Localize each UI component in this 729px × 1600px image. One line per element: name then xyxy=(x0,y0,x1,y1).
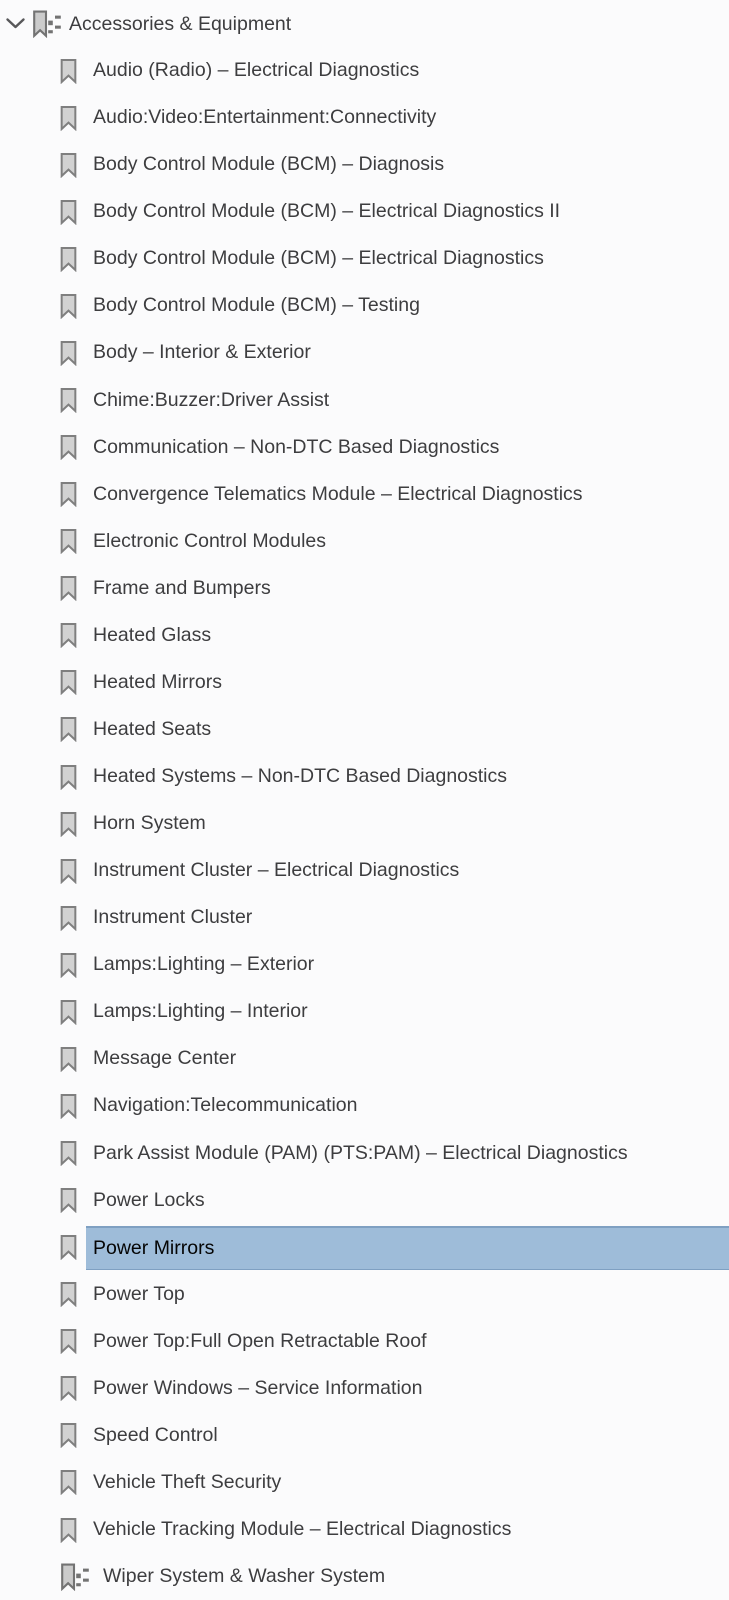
bookmark-label: Audio (Radio) – Electrical Diagnostics xyxy=(93,59,420,82)
bookmark-icon xyxy=(59,1234,79,1260)
bookmark-label-area[interactable] xyxy=(86,1271,729,1318)
bookmark-label: Body Control Module (BCM) – Diagnosis xyxy=(93,153,445,176)
bookmark-icon xyxy=(59,622,79,648)
bookmark-label: Power Locks xyxy=(93,1188,205,1211)
bookmark-label: Heated Mirrors xyxy=(93,670,222,693)
bookmark-icon xyxy=(59,105,79,131)
bookmark-label: Park Assist Module (PAM) (PTS:PAM) – Electrical Diagnostics xyxy=(93,1141,628,1164)
bookmark-label: Heated Seats xyxy=(93,717,212,740)
bookmark-label: Audio:Video:Entertainment:Connectivity xyxy=(93,106,437,129)
bookmark-label: Vehicle Theft Security xyxy=(93,1470,282,1493)
bookmark-label: Wiper System & Washer System xyxy=(103,1565,386,1588)
bookmark-label-area[interactable] xyxy=(86,1365,729,1412)
bookmark-label-area[interactable] xyxy=(86,1506,729,1553)
bookmark-item[interactable] xyxy=(0,1224,729,1271)
bookmark-label: Power Windows – Service Information xyxy=(93,1376,423,1399)
bookmark-icon xyxy=(59,575,79,601)
bookmark-section-header[interactable] xyxy=(0,0,729,47)
bookmark-icon xyxy=(59,1046,79,1072)
section-title: Accessories & Equipment xyxy=(69,12,292,35)
bookmark-label-area[interactable] xyxy=(86,329,729,376)
bookmark-item[interactable] xyxy=(0,518,729,565)
bookmark-label-area[interactable] xyxy=(86,800,729,847)
bookmark-label-area[interactable] xyxy=(86,518,729,565)
bookmark-item[interactable] xyxy=(0,1553,729,1600)
bookmark-item[interactable] xyxy=(0,1318,729,1365)
bookmark-item[interactable] xyxy=(0,753,729,800)
bookmark-icon xyxy=(59,764,79,790)
bookmark-icon xyxy=(59,1093,79,1119)
bookmark-item[interactable] xyxy=(0,1412,729,1459)
bookmark-label-area[interactable] xyxy=(86,235,729,282)
bookmark-label: Body Control Module (BCM) – Electrical Diagnostics xyxy=(93,247,544,270)
bookmark-item[interactable] xyxy=(0,1177,729,1224)
bookmark-label: Heated Systems – Non-DTC Based Diagnostics xyxy=(93,765,508,788)
bookmark-item[interactable] xyxy=(0,329,729,376)
bookmark-item[interactable] xyxy=(0,282,729,329)
bookmark-icon xyxy=(59,1140,79,1166)
bookmark-label-area[interactable] xyxy=(86,282,729,329)
bookmark-label: Frame and Bumpers xyxy=(93,576,271,599)
bookmark-item[interactable] xyxy=(0,1130,729,1177)
bookmark-icon xyxy=(59,669,79,695)
bookmark-label-area[interactable] xyxy=(86,47,729,94)
bookmark-item[interactable] xyxy=(0,471,729,518)
bookmark-label: Chime:Buzzer:Driver Assist xyxy=(93,388,330,411)
bookmark-label-area[interactable] xyxy=(86,612,729,659)
bookmark-label: Lamps:Lighting – Exterior xyxy=(93,953,315,976)
bookmark-item[interactable] xyxy=(0,1271,729,1318)
bookmark-icon xyxy=(59,387,79,413)
bookmark-label: Body Control Module (BCM) – Testing xyxy=(93,294,420,317)
bookmark-label: Message Center xyxy=(93,1047,237,1070)
bookmark-icon xyxy=(59,1281,79,1307)
bookmark-item[interactable] xyxy=(0,941,729,988)
bookmark-label-area[interactable] xyxy=(86,1459,729,1506)
bookmark-icon xyxy=(59,1422,79,1448)
bookmark-label-area[interactable] xyxy=(86,1226,729,1270)
bookmark-label-area[interactable] xyxy=(86,753,729,800)
bookmark-label: Electronic Control Modules xyxy=(93,529,327,552)
bookmark-item[interactable] xyxy=(0,800,729,847)
bookmark-icon xyxy=(59,1375,79,1401)
bookmark-label: Heated Glass xyxy=(93,623,212,646)
bookmark-label-area[interactable] xyxy=(86,1318,729,1365)
bookmark-item[interactable] xyxy=(0,1035,729,1082)
bookmark-label-area[interactable] xyxy=(86,1412,729,1459)
bookmark-icon xyxy=(59,434,79,460)
bookmark-label-area[interactable] xyxy=(86,188,729,235)
bookmark-label-area[interactable] xyxy=(96,1553,729,1600)
bookmark-item[interactable] xyxy=(0,235,729,282)
bookmark-label-area[interactable] xyxy=(86,1082,729,1129)
bookmark-label: Vehicle Tracking Module – Electrical Diagnostics xyxy=(93,1518,512,1541)
bookmark-icon xyxy=(59,811,79,837)
bookmark-label: Power Mirrors xyxy=(93,1236,215,1259)
bookmark-item[interactable] xyxy=(0,612,729,659)
bookmark-label: Body – Interior & Exterior xyxy=(93,341,311,364)
bookmark-item[interactable] xyxy=(0,659,729,706)
bookmark-item[interactable] xyxy=(0,47,729,94)
bookmark-icon xyxy=(59,246,79,272)
bookmark-label-area[interactable] xyxy=(86,659,729,706)
bookmark-label-area[interactable] xyxy=(86,1130,729,1177)
bookmark-icon xyxy=(59,528,79,554)
bookmark-label: Navigation:Telecommunication xyxy=(93,1094,358,1117)
bookmark-item[interactable] xyxy=(0,1506,729,1553)
bookmark-label-area[interactable] xyxy=(86,1035,729,1082)
bookmark-icon xyxy=(59,905,79,931)
bookmark-label-area[interactable] xyxy=(86,471,729,518)
bookmark-label: Communication – Non-DTC Based Diagnostics xyxy=(93,435,500,458)
bookmark-icon xyxy=(59,952,79,978)
bookmark-label-area[interactable] xyxy=(86,988,729,1035)
bookmark-label-area[interactable] xyxy=(86,94,729,141)
bookmark-icon xyxy=(59,1328,79,1354)
bookmark-icon xyxy=(59,481,79,507)
bookmark-icon xyxy=(59,340,79,366)
bookmark-icon xyxy=(59,1469,79,1495)
chevron-down-icon[interactable] xyxy=(5,13,26,34)
bookmark-label-area[interactable] xyxy=(86,377,729,424)
bookmark-label: Instrument Cluster – Electrical Diagnostics xyxy=(93,859,460,882)
bookmark-label: Horn System xyxy=(93,812,206,835)
bookmark-item[interactable] xyxy=(0,94,729,141)
bookmark-item[interactable] xyxy=(0,706,729,753)
bookmark-icon xyxy=(59,152,79,178)
bookmark-label: Lamps:Lighting – Interior xyxy=(93,1000,308,1023)
bookmark-icon xyxy=(59,999,79,1025)
bookmark-item[interactable] xyxy=(0,377,729,424)
bookmark-label-area[interactable] xyxy=(86,141,729,188)
bookmark-item[interactable] xyxy=(0,141,729,188)
bookmark-label: Convergence Telematics Module – Electrical Diagnostics xyxy=(93,482,583,505)
bookmark-icon xyxy=(59,199,79,225)
bookmark-item[interactable] xyxy=(0,424,729,471)
bookmark-item[interactable] xyxy=(0,1365,729,1412)
bookmark-label-area[interactable] xyxy=(86,894,729,941)
bookmark-icon xyxy=(59,858,79,884)
bookmark-label: Power Top xyxy=(93,1282,185,1305)
bookmark-label-area[interactable] xyxy=(86,565,729,612)
bookmark-with-children-icon xyxy=(59,1563,89,1591)
bookmark-icon xyxy=(59,1187,79,1213)
bookmark-item[interactable] xyxy=(0,847,729,894)
bookmark-label: Body Control Module (BCM) – Electrical Diagnostics II xyxy=(93,200,561,223)
bookmark-item[interactable] xyxy=(0,894,729,941)
bookmark-icon xyxy=(59,716,79,742)
bookmark-label-area[interactable] xyxy=(86,424,729,471)
bookmark-label-area[interactable] xyxy=(86,941,729,988)
bookmark-label: Power Top:Full Open Retractable Roof xyxy=(93,1329,427,1352)
bookmark-item[interactable] xyxy=(0,1082,729,1129)
bookmark-item[interactable] xyxy=(0,988,729,1035)
bookmark-label: Instrument Cluster xyxy=(93,906,253,929)
bookmark-label-area[interactable] xyxy=(86,706,729,753)
bookmark-label-area[interactable] xyxy=(86,1177,729,1224)
bookmark-icon xyxy=(59,293,79,319)
bookmark-item[interactable] xyxy=(0,565,729,612)
bookmark-label: Speed Control xyxy=(93,1423,218,1446)
bookmark-with-children-icon xyxy=(31,10,61,38)
bookmark-label-area[interactable] xyxy=(86,847,729,894)
bookmark-item[interactable] xyxy=(0,1459,729,1506)
bookmark-icon xyxy=(59,1517,79,1543)
bookmark-item[interactable] xyxy=(0,188,729,235)
bookmark-icon xyxy=(59,58,79,84)
